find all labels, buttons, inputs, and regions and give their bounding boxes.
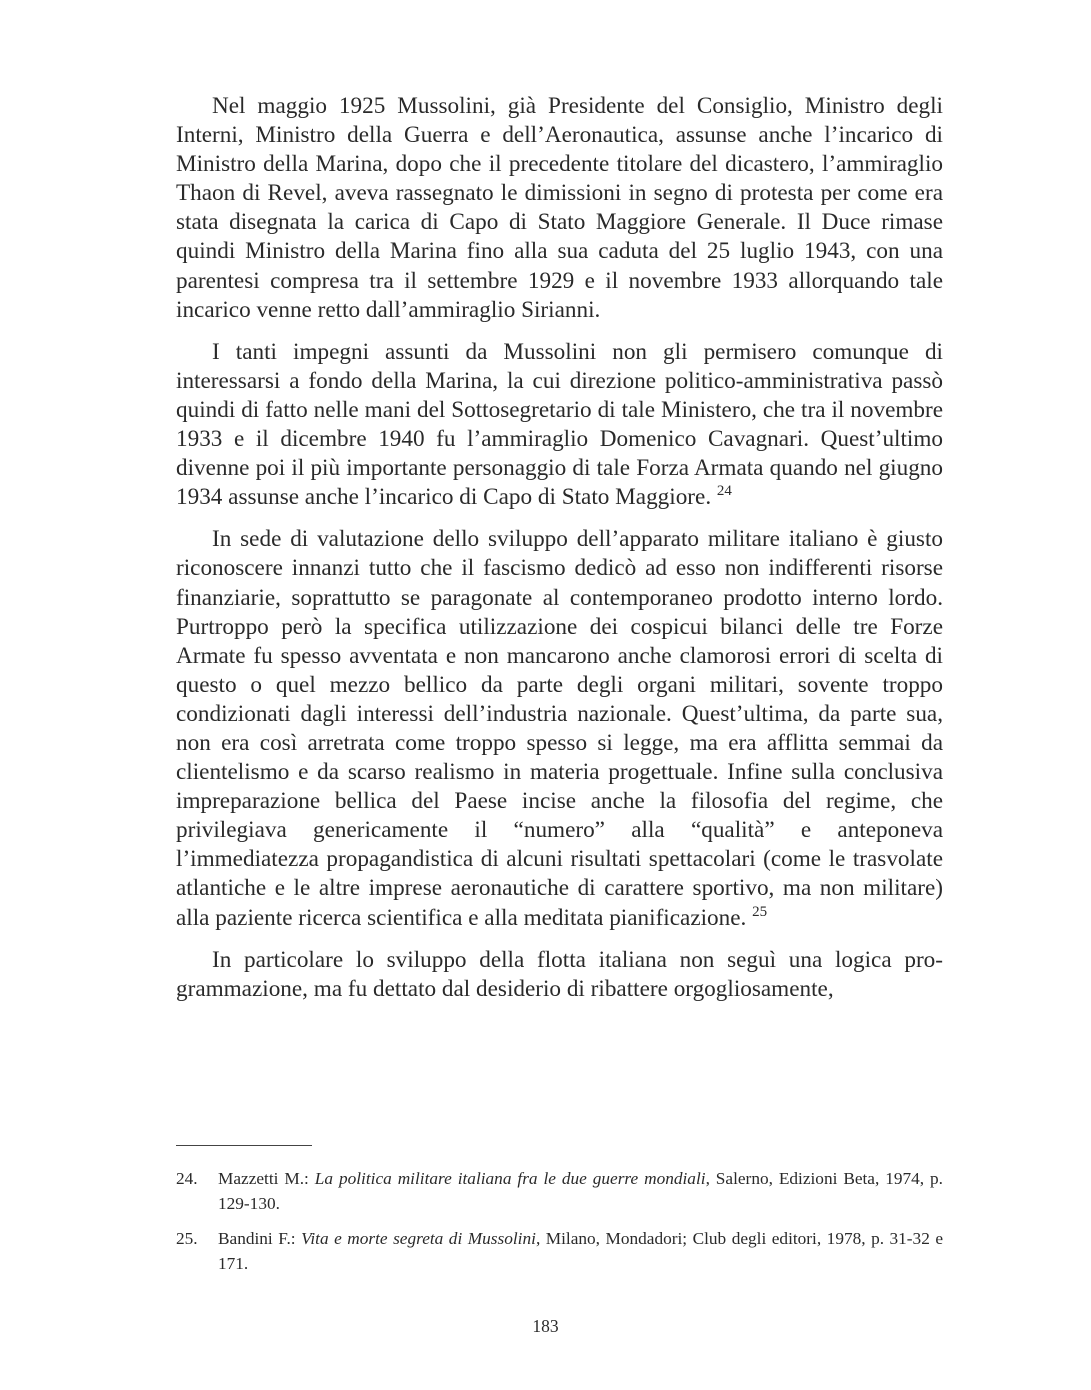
footnote-text — [218, 1166, 943, 1216]
paragraph-2-text: I tanti impegni assunti da Mussolini non gli permisero comunque di interessarsi a fondo della Marina, la cui direzione politico-amministrativa passò quindi di fatto nelle mani del Sottosegretario di tale Ministero, che tra il novembre 1933 e il dicembre 1940 fu l’ammiraglio Domenico Cavagnari. Quest’ultimo divenne poi il più importante personaggio di tale Forza Armata quando nel giugno 1934 assunse anche l’incarico di Capo di Stato Maggiore. — [176, 338, 943, 511]
footnote-details: , Salerno, Edizioni Beta, 1974, p. 129-130. — [218, 1169, 943, 1213]
footnote-title: Vita e morte segreta di Mussolini — [301, 1229, 536, 1248]
footnote-author: Bandini F.: — [218, 1229, 302, 1248]
paragraph-2 — [176, 338, 943, 513]
footnote-25 — [176, 1226, 943, 1276]
paragraph-1 — [176, 92, 943, 325]
footnote-divider — [176, 1145, 312, 1146]
footnote-title: La politica militare italiana fra le due guerre mondiali — [314, 1169, 706, 1188]
footnote-ref-24[interactable]: 24 — [716, 483, 732, 500]
body-text — [176, 92, 943, 1017]
footnotes — [176, 1166, 943, 1286]
footnote-24 — [176, 1166, 943, 1216]
paragraph-3-text: In sede di valutazione dello sviluppo dell’apparato militare italiano è giusto riconoscere innanzi tutto che il fascismo dedicò ad esso non indifferenti risorse finanziarie, soprattutto se paragonate al contemporaneo prodotto interno lordo. Purtroppo però la specifica utilizzazione dei cospicui bilanci delle tre Forze Armate fu spesso avventata e non mancarono anche clamorosi errori di scelta di questo o quel mezzo bellico da parte degli organi militari, sovente troppo condizionati dagli interessi dell’industria nazionale. Quest’ultima, da parte sua, non era così arretrata come troppo spesso si legge, ma era afflitta semmai da clientelismo e da scarso realismo in materia progettuale. Infine sulla conclusiva impreparazione bellica del Paese incise anche la filosofia del regime, che privilegiava genericamente il “numero” alla “qualità” e anteponeva l’immediatezza propagandistica di alcuni risultati spettacolari (come le trasvolate atlantiche e le altre imprese aeronautiche di carattere sportivo, ma non militare) alla paziente ricerca scientifica e alla meditata pianificazione. — [176, 526, 943, 931]
footnote-number: 25. — [176, 1229, 198, 1248]
footnote-author: Mazzetti M.: — [218, 1169, 315, 1188]
paragraph-1-text: Nel maggio 1925 Mussolini, già Presidente del Consiglio, Ministro degli Interni, Ministro della Guerra e dell’Aeronautica, assunse anche l’incarico di Ministro della Marina, dopo che il precedente titolare del dicastero, l’ammiraglio Thaon di Revel, aveva rassegnato le dimissioni in segno di protesta per come era stata disegnata la carica di Capo di Stato Maggiore Generale. Il Duce rimase quindi Ministro della Marina fino alla sua caduta del 25 luglio 1943, con una parentesi compresa tra il settembre 1929 e il novembre 1933 allorquando tale incarico venne retto dall’ammiraglio Sirianni. — [176, 93, 943, 323]
footnote-ref-25[interactable]: 25 — [752, 903, 768, 920]
paragraph-4 — [176, 946, 943, 1004]
footnote-details: , Milano, Mondadori; Club degli editori, 1978, p. 31-32 e 171. — [218, 1229, 944, 1273]
paragraph-3 — [176, 525, 943, 932]
footnote-number: 24. — [176, 1169, 198, 1188]
footnote-text — [218, 1226, 943, 1276]
paragraph-4-text: In particolare lo sviluppo della flotta italiana non seguì una logica programmazione, ma fu dettato dal desiderio di ribattere orgogliosamente, — [176, 946, 943, 1002]
page-number: 183 — [532, 1316, 559, 1336]
